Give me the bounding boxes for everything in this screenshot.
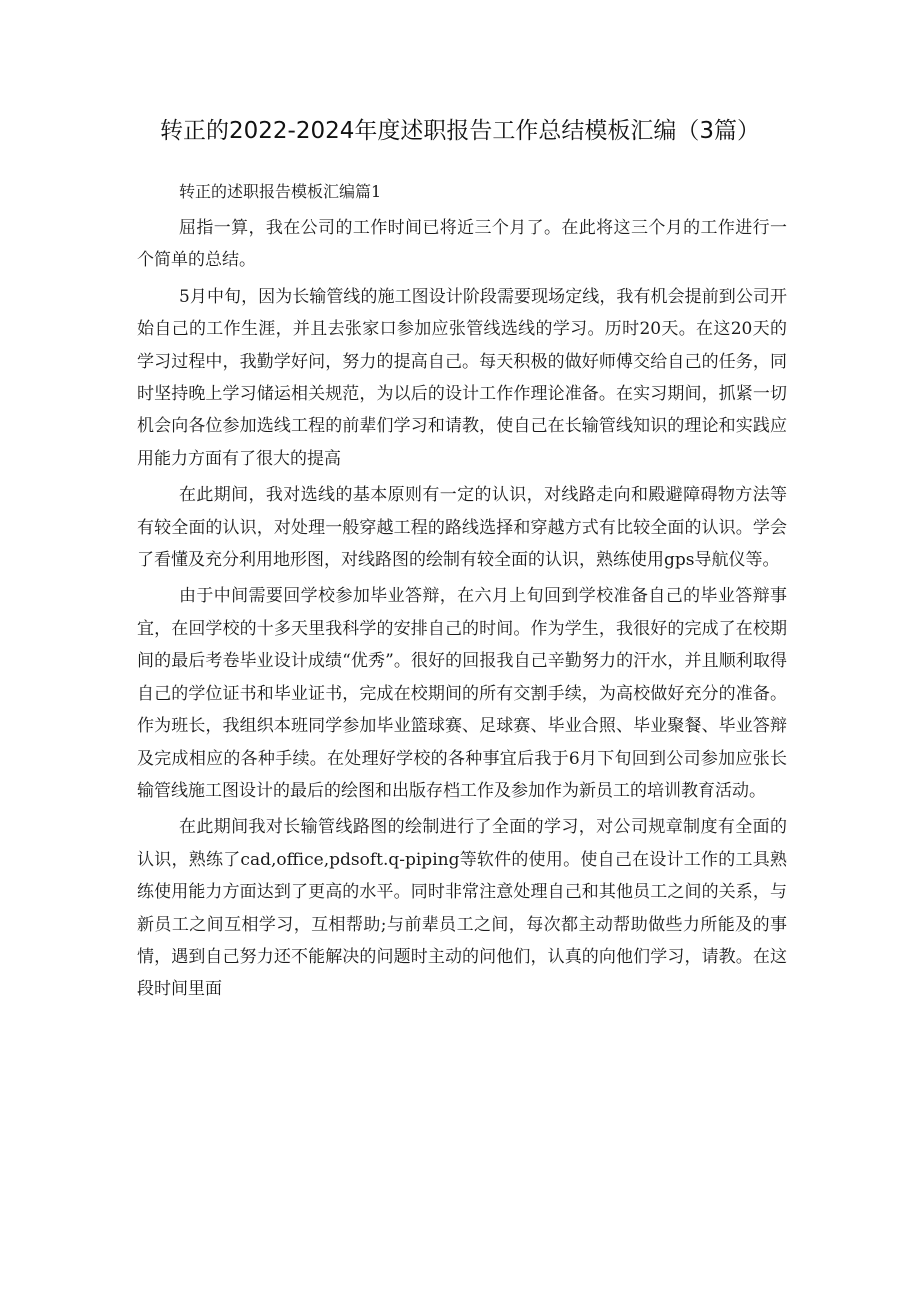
paragraph-5: 在此期间我对长输管线路图的绘制进行了全面的学习，对公司规章制度有全面的认识，熟练了cad,office,pdsoft.q-piping等软件的使用。使自己在设计工作的工具熟练使用能力方面达到了更高的水平。同时非常注意处理自己和其他员工之间的关系，与新员工之间互相学习，互相帮助;与前辈员工之间，每次都主动帮助做些力所能及的事情，遇到自己努力还不能解决的问题时主动的问他们，认真的向他们学习，请教。在这段时间里面 <box>137 817 787 1000</box>
document-title: 转正的2022-2024年度述职报告工作总结模板汇编（3篇） <box>160 118 760 144</box>
section-heading: 转正的述职报告模板汇编篇1 <box>179 182 382 201</box>
paragraph-2: 5月中旬，因为长输管线的施工图设计阶段需要现场定线，我有机会提前到公司开始自己的工作生涯，并且去张家口参加应张管线选线的学习。历时20天。在这20天的学习过程中，我勤学好问，努力的提高自己。每天积极的做好师傅交给自己的任务，同时坚持晚上学习储运相关规范，为以后的设计工作作理论准备。在实习期间，抓紧一切机会向各位参加选线工程的前辈们学习和请教，使自己在长输管线知识的理论和实践应用能力方面有了很大的提高 <box>137 286 787 469</box>
document-body <box>137 176 787 1010</box>
paragraph-4: 由于中间需要回学校参加毕业答辩，在六月上旬回到学校准备自己的毕业答辩事宜，在回学校的十多天里我科学的安排自己的时间。作为学生，我很好的完成了在校期间的最后考卷毕业设计成绩“优秀”。很好的回报我自己辛勤努力的汗水，并且顺利取得自己的学位证书和毕业证书，完成在校期间的所有交割手续，为高校做好充分的准备。作为班长，我组织本班同学参加毕业篮球赛、足球赛、毕业合照、毕业聚餐、毕业答辩及完成相应的各种手续。在处理好学校的各种事宜后我于6月下旬回到公司参加应张长输管线施工图设计的最后的绘图和出版存档工作及参加作为新员工的培训教育活动。 <box>137 586 787 801</box>
paragraph-1: 屈指一算，我在公司的工作时间已将近三个月了。在此将这三个月的工作进行一个简单的总结。 <box>137 218 787 271</box>
paragraph-3: 在此期间，我对选线的基本原则有一定的认识，对线路走向和殿避障碍物方法等有较全面的认识，对处理一般穿越工程的路线选择和穿越方式有比较全面的认识。学会了看懂及充分利用地形图，对线路图的绘制有较全面的认识，熟练使用gps导航仪等。 <box>137 485 787 571</box>
